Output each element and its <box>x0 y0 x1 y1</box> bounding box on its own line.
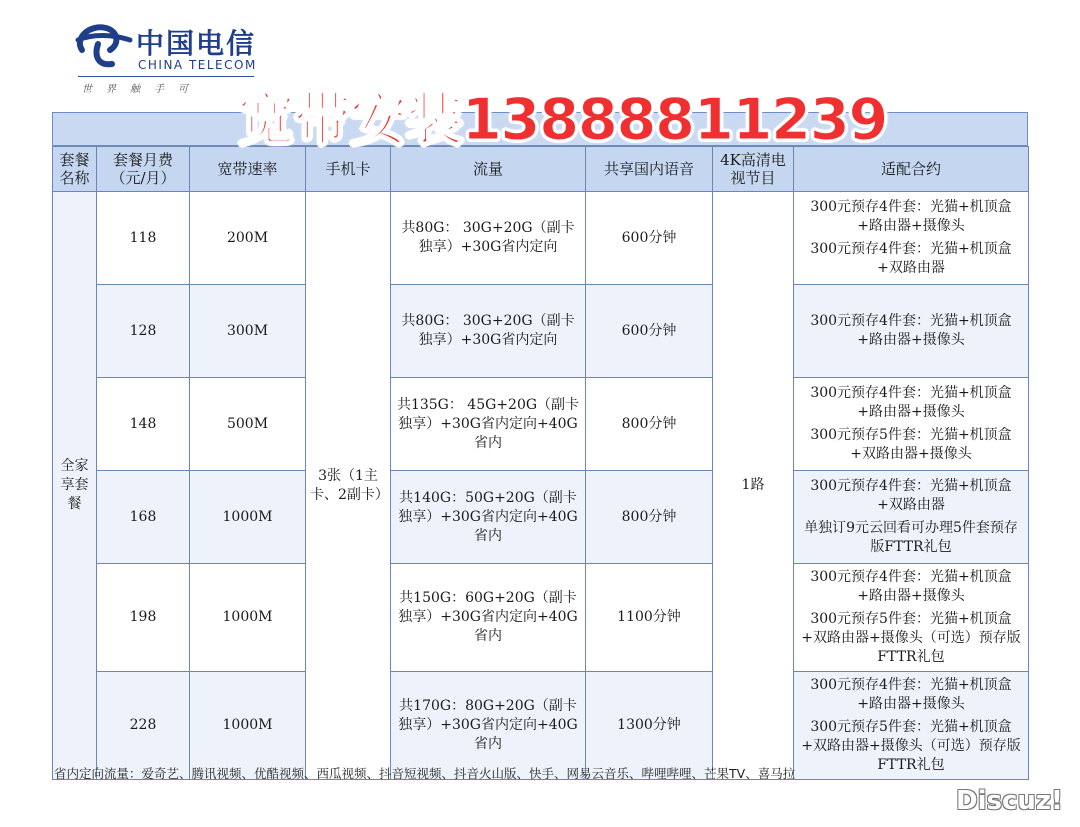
contract-option: 300元预存5件套：光猫+机顶盒+双路由器+摄像头（可选）预存版FTTR礼包 <box>801 611 1021 665</box>
cell-flow: 共170G：80G+20G（副卡独享）+30G省内定向+40G省内 <box>391 672 586 780</box>
contract-option: 300元预存4件套：光猫+机顶盒+双路由器 <box>810 478 1012 513</box>
header-broadband-speed: 宽带速率 <box>190 147 306 192</box>
header-shared-voice: 共享国内语音 <box>586 147 713 192</box>
contract-option: 300元预存5件套：光猫+机顶盒+双路由器+摄像头 <box>810 427 1012 462</box>
table-row <box>53 564 1029 672</box>
table-row <box>53 285 1029 378</box>
logo-divider <box>78 76 254 77</box>
table-row <box>53 192 1029 285</box>
cell-voice: 1100分钟 <box>586 564 713 672</box>
cell-fee: 118 <box>97 192 190 285</box>
table-row <box>53 378 1029 471</box>
cell-contract <box>794 285 1029 378</box>
cell-tv: 1路 <box>713 192 794 780</box>
cell-contract <box>794 672 1029 780</box>
cell-fee: 198 <box>97 564 190 672</box>
cell-flow: 共80G： 30G+20G（副卡独享）+30G省内定向 <box>391 285 586 378</box>
broadband-install-banner: 宽带安装13888811239 <box>238 87 888 153</box>
contract-option: 300元预存4件套：光猫+机顶盒+路由器+摄像头 <box>810 313 1012 348</box>
logo-slogan: 世界触手可 <box>82 84 202 95</box>
cell-voice: 800分钟 <box>586 471 713 564</box>
cell-fee: 148 <box>97 378 190 471</box>
cell-fee: 168 <box>97 471 190 564</box>
cell-fee: 228 <box>97 672 190 780</box>
contract-option: 300元预存4件套：光猫+机顶盒+路由器+摄像头 <box>810 569 1012 604</box>
header-monthly-fee: 套餐月费（元/月） <box>97 147 190 192</box>
cell-voice: 1300分钟 <box>586 672 713 780</box>
china-telecom-logo-icon <box>72 20 134 72</box>
cell-voice: 600分钟 <box>586 285 713 378</box>
cell-contract <box>794 471 1029 564</box>
contract-option: 300元预存4件套：光猫+机顶盒+路由器+摄像头 <box>810 677 1012 712</box>
header-sim-card: 手机卡 <box>306 147 391 192</box>
cell-package-name: 全家享套餐 <box>53 192 97 780</box>
cell-voice: 600分钟 <box>586 192 713 285</box>
contract-option: 300元预存4件套：光猫+机顶盒+路由器+摄像头 <box>810 199 1012 234</box>
contract-option: 300元预存5件套：光猫+机顶盒+双路由器+摄像头（可选）预存版FTTR礼包 <box>801 719 1021 773</box>
header-data-flow: 流量 <box>391 147 586 192</box>
contract-option: 单独订9元云回看可办理5件套预存版FTTR礼包 <box>804 520 1018 555</box>
cell-contract <box>794 378 1029 471</box>
logo-chinese-name: 中国电信 <box>136 27 257 60</box>
cell-flow: 共150G：60G+20G（副卡独享）+30G省内定向+40G省内 <box>391 564 586 672</box>
logo-english-name: CHINA TELECOM <box>138 58 257 72</box>
header-4k-tv: 4K高清电视节目 <box>713 147 794 192</box>
cell-fee: 128 <box>97 285 190 378</box>
contract-option: 300元预存4件套：光猫+机顶盒+路由器+摄像头 <box>810 385 1012 420</box>
plan-table <box>52 146 1029 780</box>
cell-speed: 1000M <box>190 471 306 564</box>
header-package-name: 套餐名称 <box>53 147 97 192</box>
cell-speed: 300M <box>190 285 306 378</box>
cell-speed: 1000M <box>190 672 306 780</box>
cell-speed: 1000M <box>190 564 306 672</box>
table-row <box>53 471 1029 564</box>
china-telecom-logo <box>72 20 262 100</box>
contract-option: 300元预存4件套：光猫+机顶盒+双路由器 <box>810 241 1012 276</box>
cell-sim-cards: 3张（1主卡、2副卡） <box>306 192 391 780</box>
cell-flow: 共135G： 45G+20G（副卡独享）+30G省内定向+40G省内 <box>391 378 586 471</box>
cell-flow: 共80G： 30G+20G（副卡独享）+30G省内定向 <box>391 192 586 285</box>
cell-speed: 200M <box>190 192 306 285</box>
discuz-watermark: Discuz! <box>956 786 1063 816</box>
cell-flow: 共140G：50G+20G（副卡独享）+30G省内定向+40G省内 <box>391 471 586 564</box>
cell-voice: 800分钟 <box>586 378 713 471</box>
header-contract: 适配合约 <box>794 147 1029 192</box>
cell-contract <box>794 192 1029 285</box>
cell-speed: 500M <box>190 378 306 471</box>
cell-contract <box>794 564 1029 672</box>
plan-table-container <box>52 112 1028 780</box>
directed-traffic-footnote: 省内定向流量：爱奇艺、腾讯视频、优酷视频、西瓜视频、抖音短视频、抖音火山版、快手、网易云音乐、哔哩哔哩、芒果TV、喜马拉 <box>54 766 796 781</box>
